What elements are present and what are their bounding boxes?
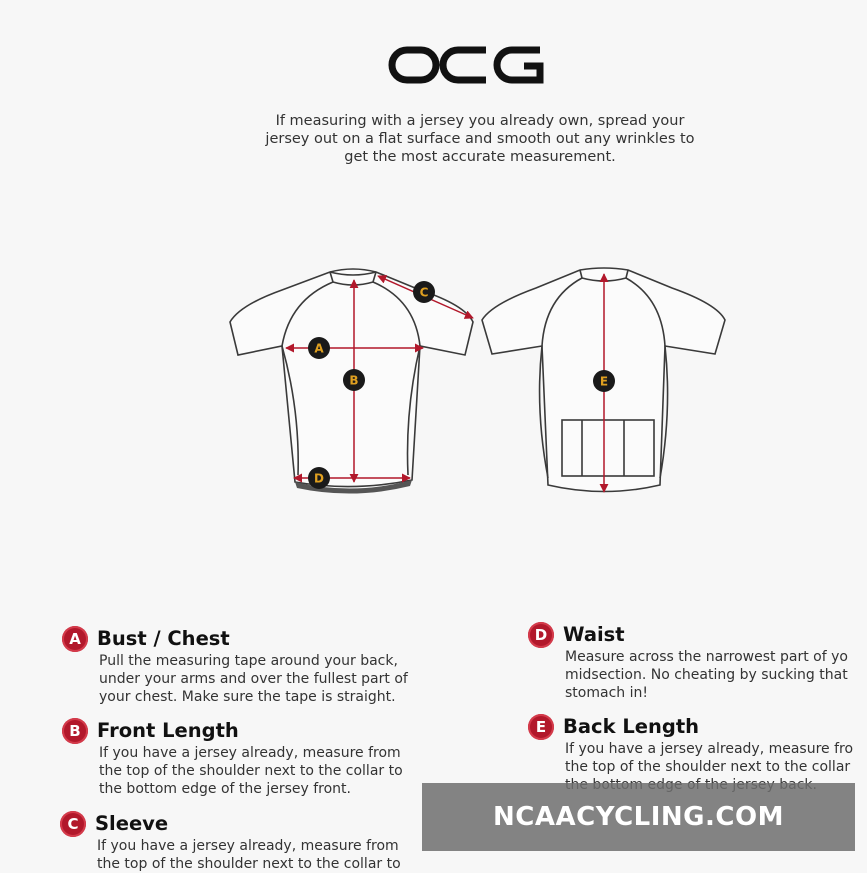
description-line: If you have a jersey already, measure fro	[565, 741, 854, 757]
measurement-title: Waist	[563, 623, 625, 646]
intro-line: get the most accurate measurement.	[344, 149, 616, 165]
description-line: midsection. No cheating by sucking that	[565, 667, 848, 683]
description-line: the top of the shoulder next to the collar	[565, 759, 851, 775]
watermark-banner: NCAACYCLING.COM	[422, 783, 855, 851]
ocg-logo	[388, 44, 546, 86]
badge-b-icon: B	[62, 718, 88, 744]
marker-e	[593, 370, 615, 392]
intro-line: If measuring with a jersey you already own, spread your	[275, 113, 685, 129]
measurement-description	[565, 648, 848, 702]
measurement-title: Back Length	[563, 715, 700, 738]
description-line: under your arms and over the fullest part of	[99, 671, 408, 687]
svg-text:D: D	[314, 471, 324, 486]
intro-text	[240, 112, 720, 166]
badge-d-icon: D	[528, 622, 554, 648]
marker-d	[308, 467, 330, 489]
description-line: Pull the measuring tape around your back,	[99, 653, 398, 669]
badge-e-icon: E	[528, 714, 554, 740]
description-line: the top of the shoulder next to the collar to	[99, 763, 403, 779]
svg-text:B: B	[349, 373, 359, 388]
badge-a-icon: A	[62, 626, 88, 652]
description-line: If you have a jersey already, measure from	[97, 838, 399, 854]
badge-c-icon: C	[60, 811, 86, 837]
description-line: If you have a jersey already, measure from	[99, 745, 401, 761]
marker-b	[343, 369, 365, 391]
measurement-title: Front Length	[97, 719, 239, 742]
measurement-title: Bust / Chest	[97, 627, 230, 650]
description-line: the top of the shoulder next to the collar to	[97, 856, 401, 872]
svg-text:E: E	[599, 374, 609, 389]
description-line: your chest. Make sure the tape is straight.	[99, 689, 396, 705]
svg-text:C: C	[419, 285, 429, 300]
description-line: Measure across the narrowest part of yo	[565, 649, 848, 665]
marker-a	[308, 337, 330, 359]
measurement-description	[99, 652, 408, 706]
measurement-description	[99, 744, 403, 798]
measurement-description	[97, 837, 401, 873]
description-line: the bottom edge of the jersey front.	[99, 781, 351, 797]
svg-text:A: A	[314, 341, 324, 356]
marker-c	[413, 281, 435, 303]
jersey-diagram	[220, 260, 740, 510]
description-line: stomach in!	[565, 685, 648, 701]
intro-line: jersey out on a flat surface and smooth out any wrinkles to	[265, 131, 695, 147]
measurement-title: Sleeve	[95, 812, 169, 835]
